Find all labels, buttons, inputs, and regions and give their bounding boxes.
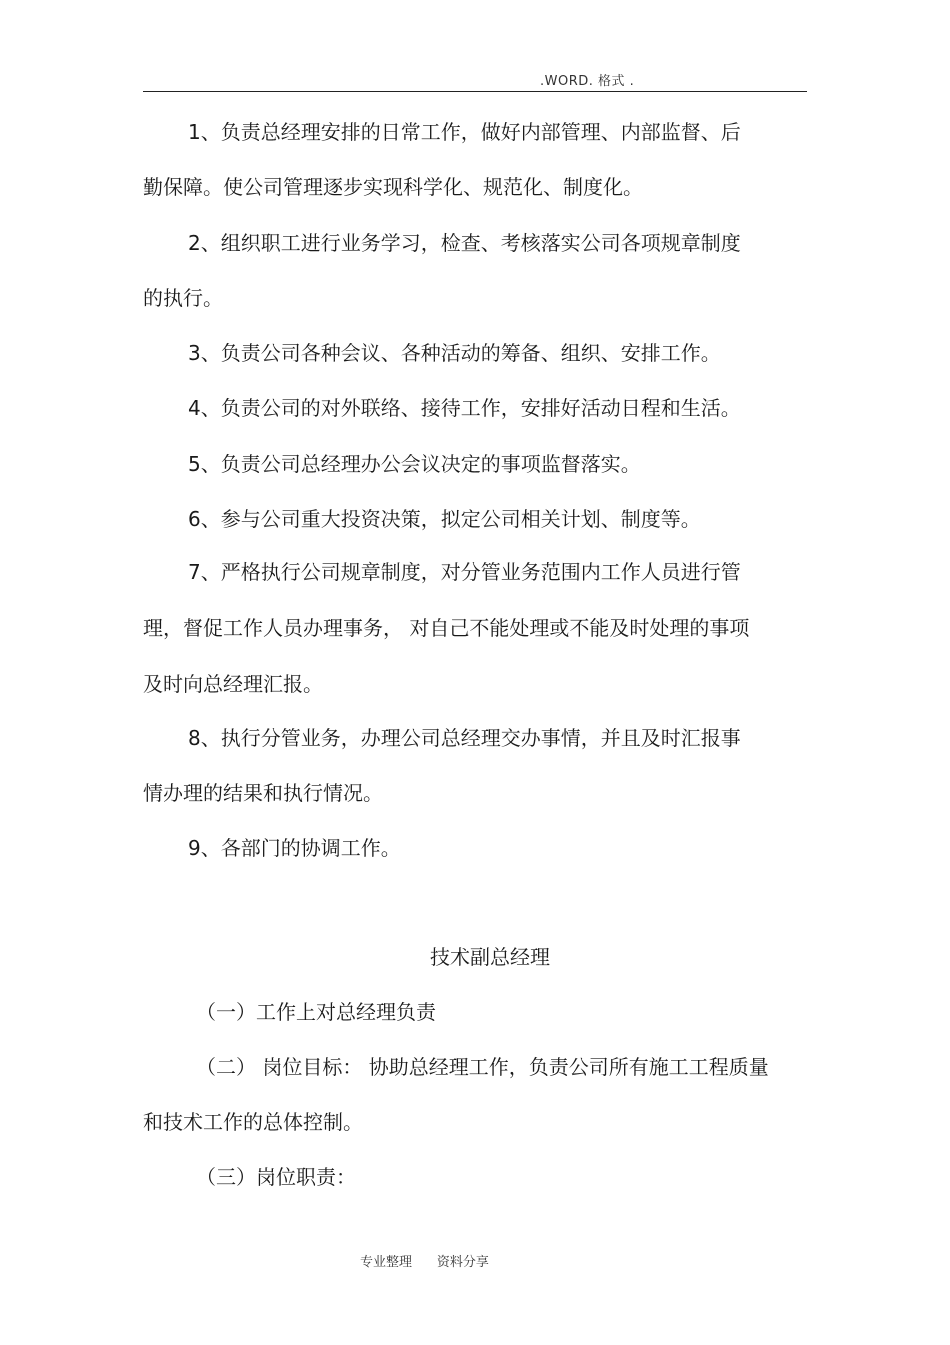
header-divider <box>143 91 807 92</box>
section-item-2-line-2: 和技术工作的总体控制。 <box>143 1110 363 1134</box>
footer-left-text: 专业整理 <box>360 1255 413 1270</box>
duty-9: 9、各部门的协调工作。 <box>188 836 401 860</box>
duty-8-line-1: 8、执行分管业务，办理公司总经理交办事情，并且及时汇报事 <box>188 726 741 750</box>
duty-7-line-2: 理，督促工作人员办理事务， 对自己不能处理或不能及时处理的事项 <box>143 616 750 640</box>
duty-4: 4、负责公司的对外联络、接待工作，安排好活动日程和生活。 <box>188 396 741 420</box>
duty-7-line-1: 7、严格执行公司规章制度，对分管业务范围内工作人员进行管 <box>188 560 741 584</box>
duty-7-line-3: 及时向总经理汇报。 <box>143 672 323 696</box>
footer-right-text: 资料分享 <box>436 1255 489 1270</box>
duty-2-line-1: 2、组织职工进行业务学习，检查、考核落实公司各项规章制度 <box>188 231 741 255</box>
duty-6: 6、参与公司重大投资决策，拟定公司相关计划、制度等。 <box>188 507 701 531</box>
duty-1-line-1: 1、负责总经理安排的日常工作，做好内部管理、内部监督、后 <box>188 120 741 144</box>
section-item-2-line-1: （二） 岗位目标： 协助总经理工作，负责公司所有施工工程质量 <box>196 1055 769 1079</box>
page-footer <box>360 1251 489 1270</box>
section-item-1: （一）工作上对总经理负责 <box>196 1000 436 1024</box>
duty-1-line-2: 勤保障。使公司管理逐步实现科学化、规范化、制度化。 <box>143 175 643 199</box>
section-title: 技术副总经理 <box>430 945 550 969</box>
duty-8-line-2: 情办理的结果和执行情况。 <box>143 781 383 805</box>
section-item-3: （三）岗位职责： <box>196 1165 356 1189</box>
duty-5: 5、负责公司总经理办公会议决定的事项监督落实。 <box>188 452 641 476</box>
duty-3: 3、负责公司各种会议、各种活动的筹备、组织、安排工作。 <box>188 341 721 365</box>
header-format-label: .WORD. 格式 . <box>540 74 635 89</box>
duty-2-line-2: 的执行。 <box>143 286 223 310</box>
